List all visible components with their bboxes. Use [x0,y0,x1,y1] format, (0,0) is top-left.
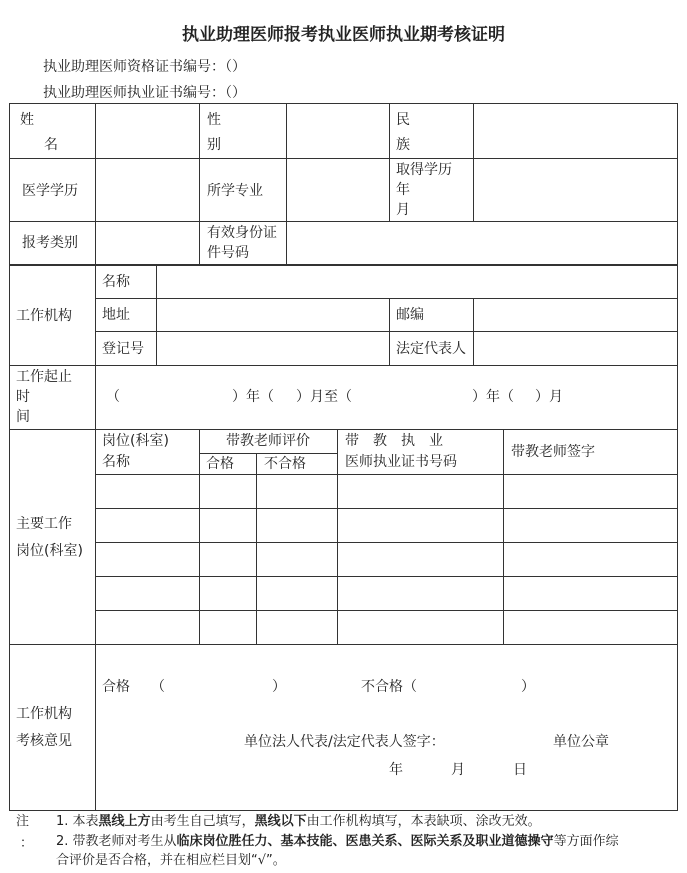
gender-label-b: 别 [207,137,221,153]
ethnicity-label-b: 族 [396,137,410,153]
teacher-cert-header-b: 医师执业证书号码 [345,454,457,470]
period-end-month: ）月 [535,389,563,405]
legal-rep-signature-label: 单位法人代表/法定代表人签字： [244,734,445,750]
note-1-part-d: 黑线以下 [254,814,307,829]
date-day-label: 日 [513,762,527,778]
exam-category-label: 报考类别 [22,235,78,251]
period-start-year: ）年（ [232,389,274,405]
work-institution-label: 工作机构 [16,308,72,324]
registration-number-label: 登记号 [102,341,144,357]
date-year-label: 年 [389,762,403,778]
degree-date-label-b: 年 [396,182,410,198]
postcode-label: 邮编 [396,307,424,323]
teacher-evaluation-header: 带教老师评价 [226,433,310,449]
legal-representative-label: 法定代表人 [396,341,466,357]
work-period-label-a: 工作起止 [16,369,72,385]
teacher-cert-header-a: 带 教 执 业 [345,433,443,449]
institution-address-label: 地址 [102,307,130,323]
note-1-part-b: 黑线上方 [98,814,151,829]
assessment-opinion-label-b: 考核意见 [16,733,72,749]
teacher-signature-header: 带教老师签字 [511,444,595,460]
work-period-label-c: 间 [16,409,30,425]
note-2-part-a: 2. 带教老师对考生从 [56,834,177,849]
name-label-a: 姓 [20,112,34,128]
name-label-b: 名 [44,137,58,153]
work-period-label-b: 时 [16,389,30,405]
note-1 [56,812,541,832]
date-month-label: 月 [451,762,465,778]
gender-label-a: 性 [207,112,221,128]
main-post-label-b: 岗位(科室) [16,543,83,559]
opinion-pass: 合格 （ [102,679,165,695]
qualification-cert-number: 执业助理医师资格证书编号：（） [43,59,246,75]
id-number-label-b: 件号码 [207,245,249,261]
practice-cert-number: 执业助理医师执业证书编号：（） [43,85,246,101]
medical-education-label: 医学学历 [22,183,78,199]
ethnicity-label-a: 民 [396,112,410,128]
period-end-year: ）年（ [472,389,514,405]
notes-label-b: ： [20,836,34,851]
note-1-part-a: 1. 本表 [56,814,99,829]
id-number-label-a: 有效身份证 [207,225,277,241]
opinion-fail: 不合格（ [361,679,417,695]
opinion-fail-close: ） [521,679,535,695]
unit-seal-label: 单位公章 [553,734,609,750]
main-post-label-a: 主要工作 [16,516,72,532]
period-open: （ [106,389,120,405]
post-column-header-b: 名称 [102,454,130,470]
notes-label-a: 注 [16,814,30,829]
form-title: 执业助理医师报考执业医师执业期考核证明 [182,25,505,45]
pass-column-header: 合格 [206,456,234,472]
institution-name-label: 名称 [102,274,130,290]
degree-date-label-c: 月 [396,202,410,218]
fail-column-header: 不合格 [264,456,306,472]
note-1-part-e: 由工作机构填写，本表缺项、涂改无效。 [306,814,541,829]
major-label: 所学专业 [207,183,263,199]
note-2-continuation: 合评价是否合格，并在相应栏目划“√”。 [56,853,286,868]
note-1-part-c: 由考生自己填写， [150,814,255,829]
note-2-part-b: 临床岗位胜任力、基本技能、医患关系、医际关系及职业道德操守 [176,834,554,849]
degree-date-label-a: 取得学历 [396,162,452,178]
period-start-month: ）月至（ [296,389,352,405]
assessment-opinion-label-a: 工作机构 [16,706,72,722]
note-2-part-c: 等方面作综 [553,834,619,849]
post-column-header-a: 岗位(科室) [102,433,169,449]
note-2 [56,832,619,852]
opinion-pass-close: ） [272,679,286,695]
